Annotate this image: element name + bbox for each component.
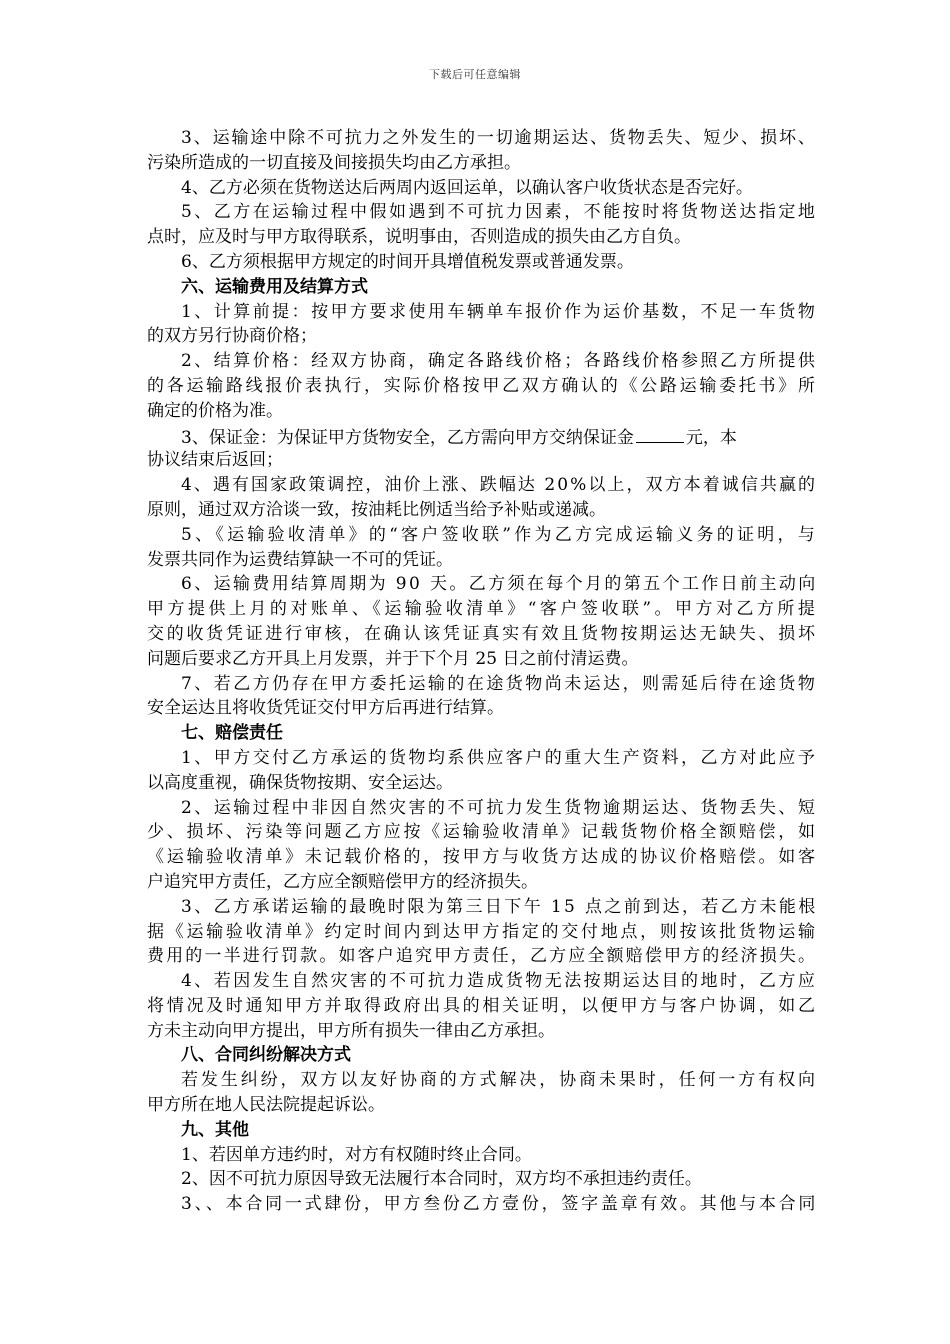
text-line: 2、运输过程中非因自然灾害的不可抗力发生货物逾期运达、货物丢失、短 — [181, 797, 818, 818]
text-line: 交的收货凭证进行审核，在确认该凭证真实有效且货物按期运达无缺失、损坏 — [147, 623, 818, 644]
text-line: 4、遇有国家政策调控，油价上涨、跌幅达 20%以上，双方本着诚信共赢的 — [181, 475, 818, 496]
text-line: 少、损坏、污染等问题乙方应按《运输验收清单》记载货物价格全额赔偿，如 — [147, 822, 818, 843]
text-line: 4、乙方必须在货物送达后两周内返回运单，以确认客户收货状态是否完好。 — [181, 177, 753, 198]
text-line: 确定的价格为准。 — [147, 400, 283, 421]
text-line: 的双方另行协商价格； — [147, 326, 317, 347]
text-line: 以高度重视，确保货物按期、安全运达。 — [147, 772, 453, 793]
text-line: 3、运输途中除不可抗力之外发生的一切逾期运达、货物丢失、短少、损坏、 — [181, 128, 817, 148]
text-line: 2、结算价格：经双方协商，确定各路线价格；各路线价格参照乙方所提供 — [181, 351, 818, 372]
text-line: 若发生纠纷，双方以友好协商的方式解决，协商未果时，任何一方有权向 — [181, 1070, 818, 1091]
text-line: 将情况及时通知甲方并取得政府出具的相关证明，以便甲方与客户协调，如乙 — [147, 995, 818, 1016]
text-line: 1、计算前提：按甲方要求使用车辆单车报价作为运价基数，不足一车货物 — [181, 301, 818, 322]
text-line: 1、若因单方违约时，对方有权随时终止合同。 — [181, 1144, 532, 1165]
section-heading: 八、合同纠纷解决方式 — [181, 1045, 351, 1066]
text-line: 甲方所在地人民法院提起诉讼。 — [147, 1095, 385, 1116]
text-line: 6、乙方须根据甲方规定的时间开具增值税发票或普通发票。 — [181, 251, 634, 272]
text-segment: 元，本 — [685, 427, 737, 448]
text-line: 点时，应及时与甲方取得联系，说明事由，否则造成的损失由乙方自负。 — [147, 227, 691, 248]
text-line: 费用的一半进行罚款。如客户追究甲方责任，乙方应全额赔偿甲方的经济损失。 — [147, 946, 818, 967]
text-line: 5、《运输验收清单》的“客户签收联”作为乙方完成运输义务的证明，与 — [181, 524, 818, 545]
text-line: 原则，通过双方洽谈一致，按油耗比例适当给予补贴或递减。 — [147, 499, 606, 520]
text-segment: 3、保证金：为保证甲方货物安全，乙方需向甲方交纳保证金 — [181, 427, 634, 448]
text-line: 5、乙方在运输过程中假如遇到不可抗力因素，不能按时将货物送达指定地 — [181, 202, 818, 223]
text-line: 户追究甲方责任，乙方应全额赔偿甲方的经济损失。 — [147, 871, 538, 892]
section-heading: 六、运输费用及结算方式 — [181, 276, 368, 297]
page-header: 下载后可任意编辑 — [429, 68, 521, 81]
text-line: 7、若乙方仍存在甲方委托运输的在途货物尚未运达，则需延后待在途货物 — [181, 673, 818, 694]
section-heading: 九、其他 — [181, 1119, 249, 1140]
text-line: 的各运输路线报价表执行，实际价格按甲乙双方确认的《公路运输委托书》所 — [147, 375, 818, 396]
text-line: 协议结束后返回； — [147, 450, 283, 471]
text-line: 甲方提供上月的对账单、《运输验收清单》“客户签收联”。甲方对乙方所提 — [147, 599, 819, 620]
text-line: 安全运达且将收货凭证交付甲方后再进行结算。 — [147, 698, 504, 719]
text-line: 1、甲方交付乙方承运的货物均系供应客户的重大生产资料，乙方对此应予 — [181, 747, 818, 768]
text-line: 发票共同作为运费结算缺一不可的凭证。 — [147, 549, 453, 570]
text-line: 据《运输验收清单》约定时间内到达甲方指定的交付地点，则按该批货物运输 — [147, 921, 818, 942]
fill-in-blank — [636, 424, 684, 443]
document-body — [147, 126, 819, 1217]
section-heading: 七、赔偿责任 — [181, 723, 283, 744]
text-line: 6、运输费用结算周期为 90 天。乙方须在每个月的第五个工作日前主动向 — [181, 574, 818, 595]
text-line: 4、若因发生自然灾害的不可抗力造成货物无法按期运达目的地时，乙方应 — [181, 971, 818, 992]
text-line: 3、乙方承诺运输的最晚时限为第三日下午 15 点之前到达，若乙方未能根 — [181, 896, 818, 917]
text-line: 2、因不可抗力原因导致无法履行本合同时，双方均不承担违约责任。 — [181, 1169, 702, 1190]
text-line: 污染所造成的一切直接及间接损失均由乙方承担。 — [147, 152, 521, 173]
text-line: 3、、本合同一式肆份，甲方叁份乙方壹份，签字盖章有效。其他与本合同 — [181, 1194, 819, 1215]
text-line: 方未主动向甲方提出，甲方所有损失一律由乙方承担。 — [147, 1020, 555, 1041]
text-line — [147, 424, 815, 449]
text-line: 问题后要求乙方开具上月发票，并于下个月 25 日之前付清运费。 — [147, 648, 639, 669]
text-line: 《运输验收清单》未记载价格的，按甲方与收货方达成的协议价格赔偿。如客 — [147, 847, 818, 868]
